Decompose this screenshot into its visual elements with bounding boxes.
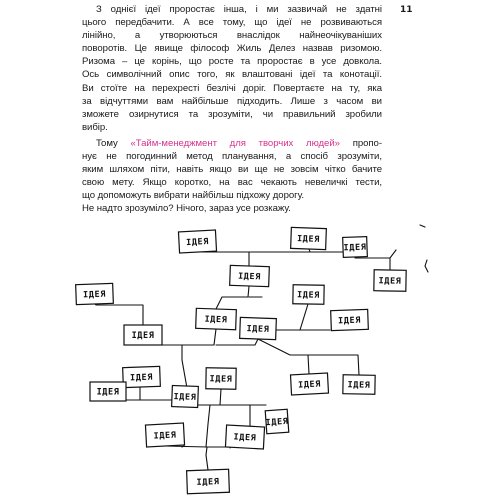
idea-node [196, 308, 237, 329]
idea-node [343, 237, 368, 258]
diagram-connector [258, 339, 309, 374]
text-line: яким шляхом піти, навіть якщо ви ще не зовсім чітко бачите [82, 164, 382, 176]
idea-node-label: ІДЕЯ [153, 430, 177, 442]
idea-node [230, 265, 270, 286]
diagram-connector [420, 225, 425, 227]
text-line: Ось символічний опис того, як влаштовані ідеї та конотації. [82, 69, 382, 81]
diagram-connector [216, 286, 249, 309]
idea-node [293, 285, 324, 305]
text-line: зможете озирнутися та зрозуміти, чи правильний зробили [82, 108, 382, 120]
idea-node-label: ІДЕЯ [204, 314, 228, 326]
idea-node [76, 283, 114, 304]
book-title-link[interactable]: «Тайм-менеджмент для творчих людей» [130, 138, 340, 149]
text-line: Не надто зрозуміло? Нічого, зараз усе розкажу. [82, 203, 291, 215]
idea-node-label: ІДЕЯ [246, 324, 270, 335]
text-line: Ви стоїте на перехресті безлічі доріг. Повертаєте на ту, яка [82, 82, 382, 94]
idea-node [123, 366, 161, 387]
text-line: лінійно, а утворюються внаслідок найнеочікуваніших [82, 30, 382, 42]
idea-node [124, 325, 162, 345]
diagram-connector [197, 252, 249, 266]
idea-node-label: ІДЕЯ [185, 236, 210, 249]
idea-node [178, 230, 216, 253]
text-line: що допоможуть вибрати найбільш підхожу дорогу. [82, 190, 304, 202]
idea-node-label: ІДЕЯ [82, 289, 107, 301]
text-line: цього передбачити. А все тому, що ідеї не розвиваються [82, 17, 382, 29]
idea-node-label: ІДЕЯ [378, 276, 402, 287]
diagram-connector [206, 405, 210, 447]
text-line: вибір. [82, 121, 108, 133]
idea-node [225, 425, 264, 449]
idea-node [374, 270, 406, 292]
idea-node-label: ІДЕЯ [297, 379, 322, 391]
idea-node-label: ІДЕЯ [173, 392, 197, 403]
idea-node [145, 423, 184, 447]
idea-node [343, 375, 375, 395]
idea-node-label: ІДЕЯ [96, 387, 120, 398]
diagram-nodes [76, 227, 407, 493]
idea-node [90, 382, 126, 401]
idea-node-label: ІДЕЯ [131, 331, 155, 341]
text-line: З однієї ідеї проростає інша, і ми зазвичай не здатні [96, 4, 382, 15]
idea-node-label: ІДЕЯ [129, 372, 154, 384]
idea-node-label: ІДЕЯ [347, 380, 371, 391]
idea-node [206, 368, 236, 390]
idea-node [331, 309, 369, 330]
diagram-connector [390, 250, 396, 258]
text-line: поворотів. Це явище філософ Жиль Делез назвав ризомою. [82, 43, 382, 55]
text-line: за відчуттями вам найбільше підходить. Лише з часом ви [82, 95, 382, 107]
idea-node-label: ІДЕЯ [209, 374, 233, 385]
diagram-connector [182, 329, 216, 345]
diagram-connector [425, 260, 428, 272]
idea-node-label: ІДЕЯ [265, 416, 289, 429]
text-line: нує не погодинний метод планування, а спосіб зрозуміти, [82, 151, 382, 163]
idea-node-label: ІДЕЯ [237, 271, 262, 283]
idea-node [187, 469, 230, 493]
diagram-connector [210, 405, 250, 426]
diagram-connector [308, 355, 359, 375]
idea-node-label: ІДЕЯ [196, 477, 220, 488]
diagram-connector [300, 304, 308, 330]
idea-node [240, 317, 277, 339]
diagram-connector [355, 258, 390, 270]
idea-node [265, 409, 289, 434]
diagram-connector [95, 304, 143, 325]
page-number: 11 [400, 5, 413, 15]
idea-node-label: ІДЕЯ [296, 290, 321, 301]
idea-node-label: ІДЕЯ [296, 234, 321, 245]
text-line: Ризома – це корінь, що росте та проростає в усе довкола. [82, 56, 382, 68]
diagram-connector [206, 447, 230, 470]
diagram-connector [216, 339, 258, 345]
idea-node [291, 227, 327, 249]
idea-node-label: ІДЕЯ [343, 242, 367, 254]
idea-node [291, 373, 329, 395]
text-fragment: Тому [96, 138, 131, 149]
idea-node [172, 386, 199, 408]
idea-node-label: ІДЕЯ [337, 315, 362, 327]
diagram-connector [249, 249, 310, 252]
diagram-connector [210, 389, 221, 405]
idea-node-label: ІДЕЯ [233, 432, 257, 444]
text-fragment: пропо- [339, 138, 382, 149]
text-line: свою мету. Якщо коротко, на вас чекають невеличкі тести, [82, 177, 382, 189]
